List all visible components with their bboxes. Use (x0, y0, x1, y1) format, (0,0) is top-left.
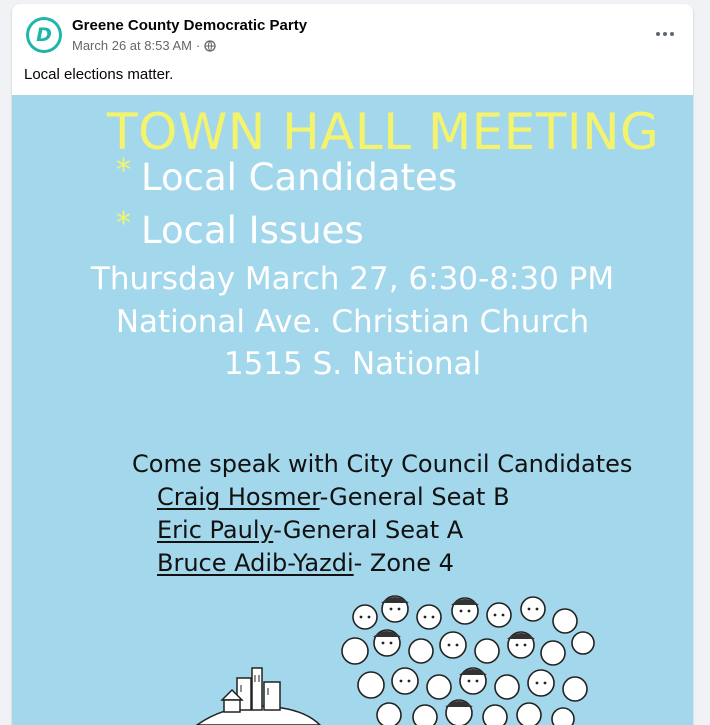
flyer-datetime: Thursday March 27, 6:30-8:30 PM (90, 261, 615, 297)
candidate-line (157, 516, 463, 544)
flyer-title: TOWN HALL MEETING (107, 103, 660, 161)
candidate-seat: -General Seat B (319, 483, 510, 511)
more-options-button[interactable] (651, 20, 679, 48)
page-name-link[interactable]: Greene County Democratic Party (72, 17, 308, 34)
candidate-name: Eric Pauly (157, 516, 274, 544)
candidate-line (157, 483, 510, 511)
globe-icon (204, 40, 216, 52)
more-icon (656, 32, 660, 36)
flyer-intro: Come speak with City Council Candidates (132, 450, 633, 478)
flyer-address: 1515 S. National (223, 346, 482, 382)
flyer-bullet (116, 206, 364, 252)
meta-separator: · (195, 38, 201, 53)
avatar-logo-icon (29, 20, 59, 50)
candidate-seat: -General Seat A (273, 516, 464, 544)
flyer-venue: National Ave. Christian Church (115, 304, 590, 340)
page-avatar[interactable] (26, 17, 62, 53)
bullet-text: Local Issues (141, 209, 364, 252)
bullet-marker: * (116, 206, 131, 241)
facebook-post (12, 4, 693, 725)
candidate-line (157, 549, 454, 577)
candidate-name: Bruce Adib-Yazdi (157, 549, 354, 577)
town-illustration (192, 660, 322, 725)
avatar-letter: D (36, 24, 52, 46)
post-meta (72, 38, 216, 53)
crowd-illustration (337, 595, 597, 725)
flyer-image[interactable] (12, 95, 693, 725)
bullet-marker: * (116, 153, 131, 188)
candidate-seat: - Zone 4 (353, 549, 454, 577)
post-text: Local elections matter. (24, 66, 174, 83)
candidate-name: Craig Hosmer (157, 483, 320, 511)
bullet-text: Local Candidates (141, 156, 458, 199)
flyer-bullet (116, 153, 457, 199)
post-timestamp[interactable]: March 26 at 8:53 AM (72, 38, 192, 53)
